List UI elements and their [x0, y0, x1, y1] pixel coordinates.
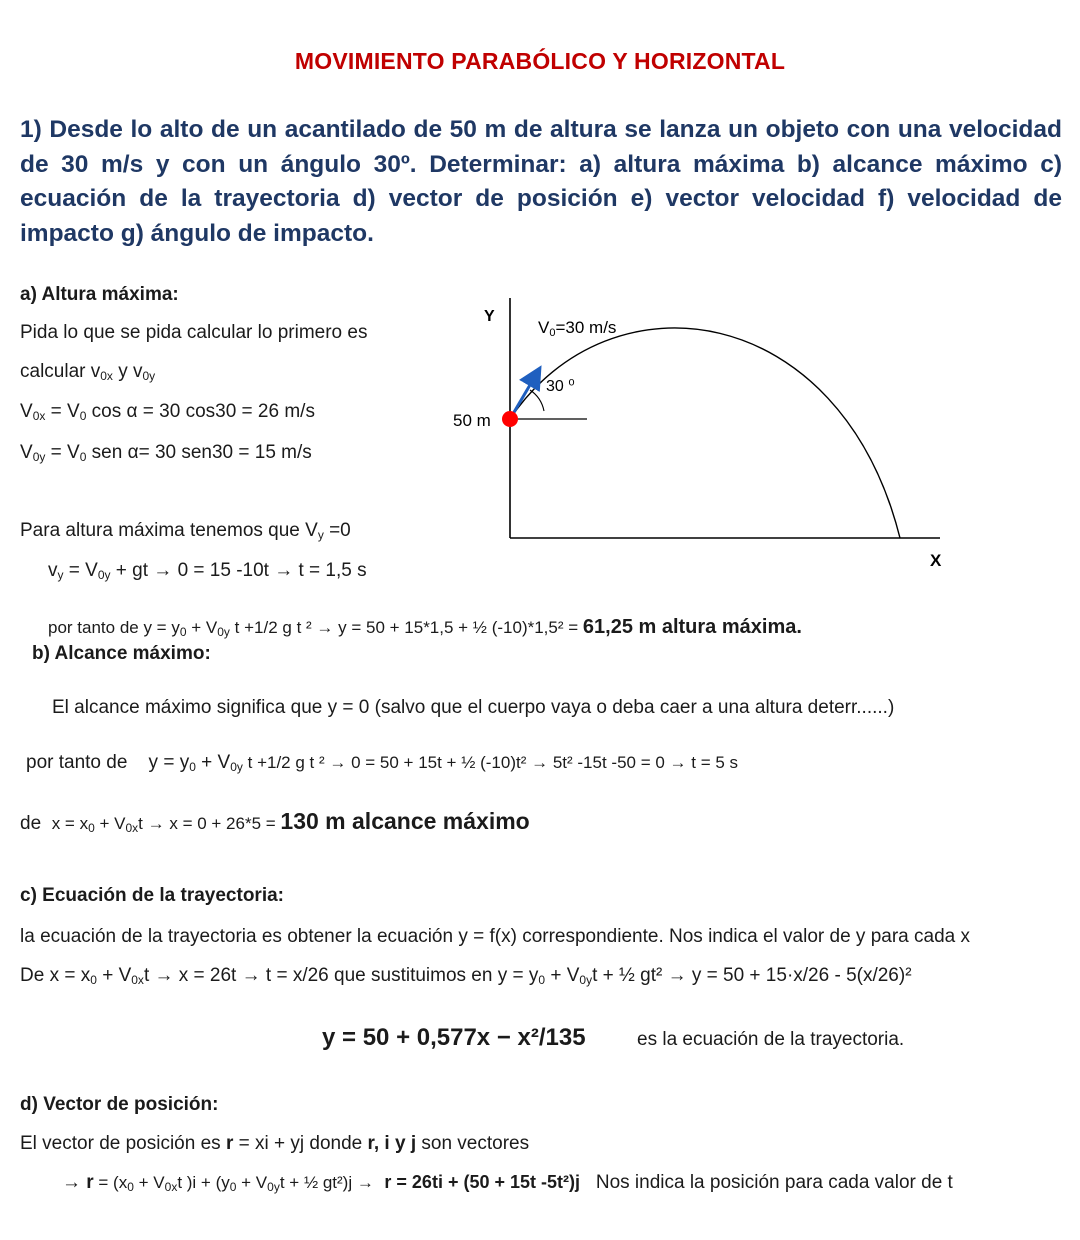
intro-line-1: Pida lo que se pida calcular lo primero es — [20, 322, 368, 343]
height-label: 50 m — [453, 411, 491, 430]
position-vector-result: → $r = (x_0 + V_{0x}t$ )$i + (y_0 + V_{0y}t$ + ½ gt²)j → r = 26ti + (50 + 15t -5t²)j Nos indica la posición para cada valor de t — [62, 1172, 953, 1194]
trajectory-definition: la ecuación de la trayectoria es obtener la ecuación y = f(x) correspondiente. Nos indica el valor de y para cada x — [20, 926, 970, 947]
velocity-arrow — [510, 373, 537, 419]
heading-alcance-maximo: b) Alcance máximo: — [32, 643, 211, 664]
x-axis-label: X — [930, 551, 942, 570]
trajectory-diagram — [440, 290, 980, 590]
page-title: MOVIMIENTO PARABÓLICO Y HORIZONTAL — [294, 48, 786, 74]
heading-vector-posicion: d) Vector de posición: — [20, 1094, 219, 1115]
trajectory-equation-note: es la ecuación de la trayectoria. — [637, 1029, 905, 1050]
angle-arc — [530, 390, 544, 411]
y-axis-label: Y — [484, 308, 495, 325]
range-equation: por tanto de $y = y_0 + V_{0y}$ t +1/2 g t ² → 0 = 50 + 15t + ½ (-10)t² → 5t² -15t -50 = 0 → t = 5 s — [26, 752, 739, 774]
intro-line-2: calcular $v_{0x}$ y $v_{0y}$ — [20, 361, 156, 383]
trajectory-substitution: De $x = x_0 + V_{0x}t \to x = 26t \to t = x/26$ que sustituimos en $y = y_0 + V_{0y}t$ + ½ gt² → y = 50 + 15·x/26 - 5(x/26)² — [20, 965, 912, 987]
heading-ecuacion-trayectoria: c) Ecuación de la trayectoria: — [20, 885, 284, 906]
position-vector-definition: El vector de posición es r = xi + yj donde r, i y j son vectores — [20, 1133, 530, 1154]
initial-velocity-label: V0=30 m/s — [538, 318, 617, 339]
range-definition: El alcance máximo significa que y = 0 (salvo que el cuerpo vaya o deba caer a una altura deterr......) — [52, 697, 895, 718]
problem-statement: 1) Desde lo alto de un acantilado de 50 m de altura se lanza un objeto con una velocidad de 30 m/s y con un ángulo 30º. Determinar: a) altura máxima b) alcance máximo c) ecuación de la trayectoria d) vector de posición e) vector velocidad f) velocidad de impacto g) ángulo de impacto. — [20, 116, 1062, 247]
range-result: de $x = x_0 + V_{0x}t \to x = 0 + 26*5 = 130$ m alcance máximo — [20, 808, 530, 835]
trajectory-curve — [510, 328, 900, 538]
launch-point — [502, 411, 518, 427]
heading-altura-maxima: a) Altura máxima: — [20, 284, 179, 305]
time-equation: $v_y = V_{0y}$ + gt → 0 = 15 -10t → t = 1,5 s — [48, 560, 367, 582]
voy-formula: $V_{0y} = V_0$ sen α= 30 sen30 = 15 m/s — [20, 442, 312, 464]
vox-formula: $V_{0x} = V_0$ cos α = 30 cos30 = 26 m/s — [20, 401, 315, 423]
max-height-condition: Para altura máxima tenemos que $V_y =0$ — [20, 520, 351, 542]
trajectory-equation: y = 50 + 0,577x − x²/135 — [322, 1024, 586, 1051]
angle-label: 30 ⁰ — [546, 378, 575, 395]
max-height-result: por tanto de $y = y_0 + V_{0y}$ t +1/2 g t ² → y = 50 + 15*1,5 + ½ (-10)*1,5² = 61,25 m altura máxima. — [48, 616, 802, 639]
